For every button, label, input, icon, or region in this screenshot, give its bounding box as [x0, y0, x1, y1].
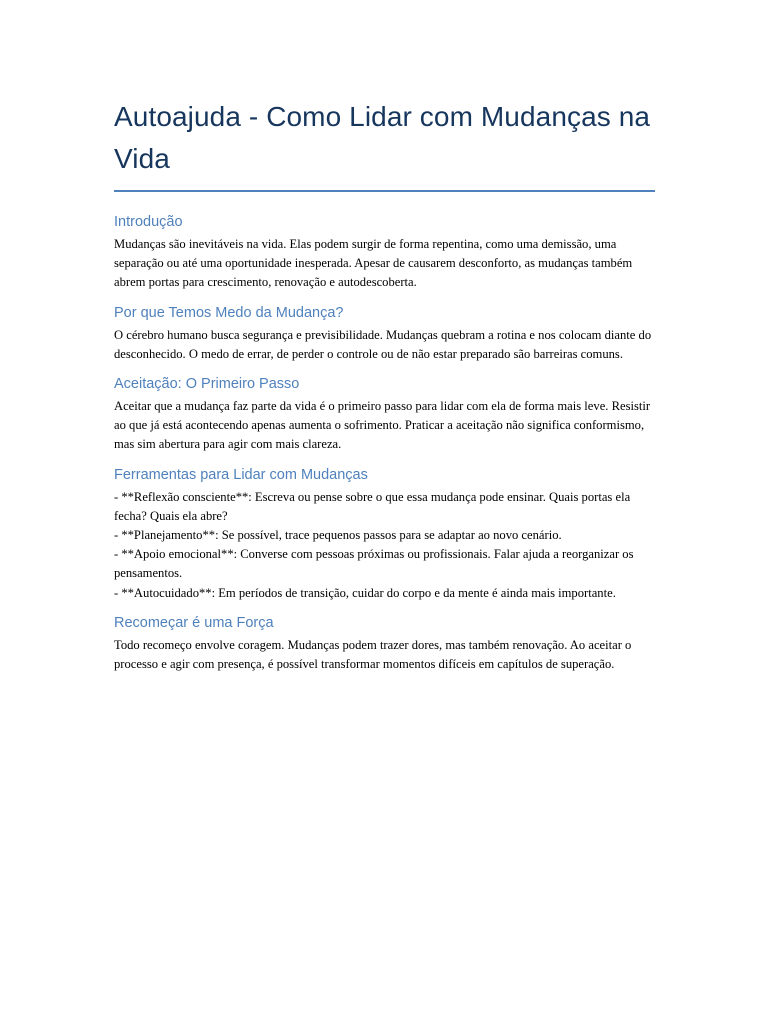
section-aceitacao — [114, 374, 655, 455]
section-medo-da-mudanca — [114, 303, 655, 364]
section-paragraph: Aceitar que a mudança faz parte da vida é o primeiro passo para lidar com ela de forma mais leve. Resistir ao que já está acontecendo apenas aumenta o sofrimento. Praticar a aceitação não significa conformismo, mas sim abertura para agir com mais clareza. — [114, 399, 651, 452]
section-heading: Ferramentas para Lidar com Mudanças — [114, 466, 368, 483]
list-item: - **Reflexão consciente**: Escreva ou pense sobre o que essa mudança pode ensinar. Quais portas ela fecha? Quais ela abre? — [114, 489, 631, 523]
section-heading: Introdução — [114, 214, 183, 230]
section-recomecar — [114, 613, 655, 674]
section-paragraph: Todo recomeço envolve coragem. Mudanças podem trazer dores, mas também renovação. Ao aceitar o processo e agir com presença, é possível transformar momentos difíceis em capítulos de superação. — [114, 637, 632, 672]
section-introducao — [114, 212, 655, 293]
section-heading: Aceitação: O Primeiro Passo — [114, 376, 300, 393]
list-item: - **Planejamento**: Se possível, trace pequenos passos para se adaptar ao novo cenário. — [114, 528, 562, 543]
document-title: Autoajuda - Como Lidar com Mudanças na Vida — [114, 101, 651, 174]
title-divider — [114, 190, 655, 192]
list-item: - **Apoio emocional**: Converse com pessoas próximas ou profissionais. Falar ajuda a reorganizar os pensamentos. — [114, 547, 634, 581]
section-ferramentas — [114, 465, 655, 603]
document-page — [114, 96, 655, 684]
section-paragraph: O cérebro humano busca segurança e previsibilidade. Mudanças quebram a rotina e nos colocam diante do desconhecido. O medo de errar, de perder o controle ou de não estar preparado são barreiras comuns. — [114, 327, 652, 361]
section-paragraph: Mudanças são inevitáveis na vida. Elas podem surgir de forma repentina, como uma demissão, uma separação ou até uma oportunidade inesperada. Apesar de causarem desconforto, as mudanças também abrem portas para crescimento, renovação e autodescoberta. — [114, 237, 633, 290]
list-item: - **Autocuidado**: Em períodos de transição, cuidar do corpo e da mente é ainda mais importante. — [114, 585, 616, 600]
section-heading: Por que Temos Medo da Mudança? — [114, 304, 344, 321]
section-heading: Recomeçar é uma Força — [114, 614, 274, 631]
